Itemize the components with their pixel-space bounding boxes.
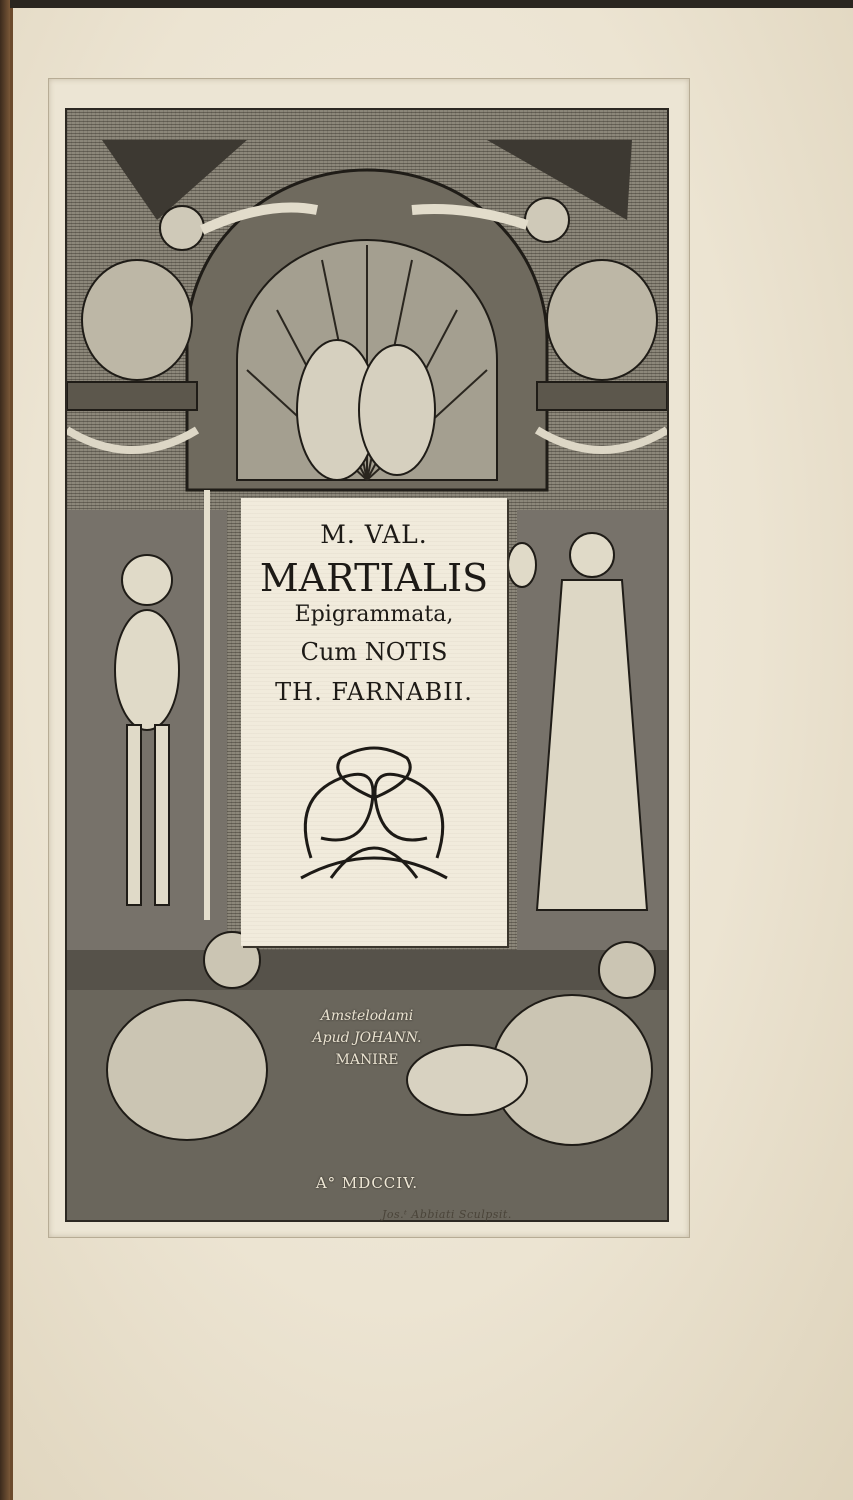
central-putto-right [359,345,435,475]
theatre-mask [508,543,536,587]
commentator-name: TH. FARNABII. [275,678,473,706]
right-satyr-head [525,198,569,242]
muse-head [570,533,614,577]
bacchus-torso [115,610,179,730]
left-satyr-figure [82,260,192,380]
author-name: MARTIALIS [259,556,489,600]
printer-monogram [281,738,467,888]
right-garland [537,430,667,450]
engraver-signature: Jos.ᵗ Abbiati Sculpsit. [382,1208,512,1221]
lower-right-satyr-head [599,942,655,998]
title-tablet [241,498,507,946]
imprint-city: Amstelodami [320,1008,414,1024]
right-cornice [537,382,667,410]
imprint-publisher: Apud JOHANN. [312,1030,422,1046]
bacchus-leg-right [155,725,169,905]
bacchus-head [122,555,172,605]
left-garland [67,430,197,450]
right-satyr-figure [547,260,657,380]
imprint-publisher-name: MANIRE [335,1052,399,1068]
author-prefix: M. VAL. [320,520,428,549]
work-title: Epigrammata, [294,602,454,627]
step-upper [67,950,667,990]
left-cornice [67,382,197,410]
frontispiece-engraving [65,108,669,1222]
bacchus-leg-left [127,725,141,905]
imprint-date: A° MDCCIV. [315,1174,419,1192]
book-binding-edge [0,0,10,1500]
left-satyr-head [160,206,204,250]
notes-line: Cum NOTIS [300,638,448,666]
